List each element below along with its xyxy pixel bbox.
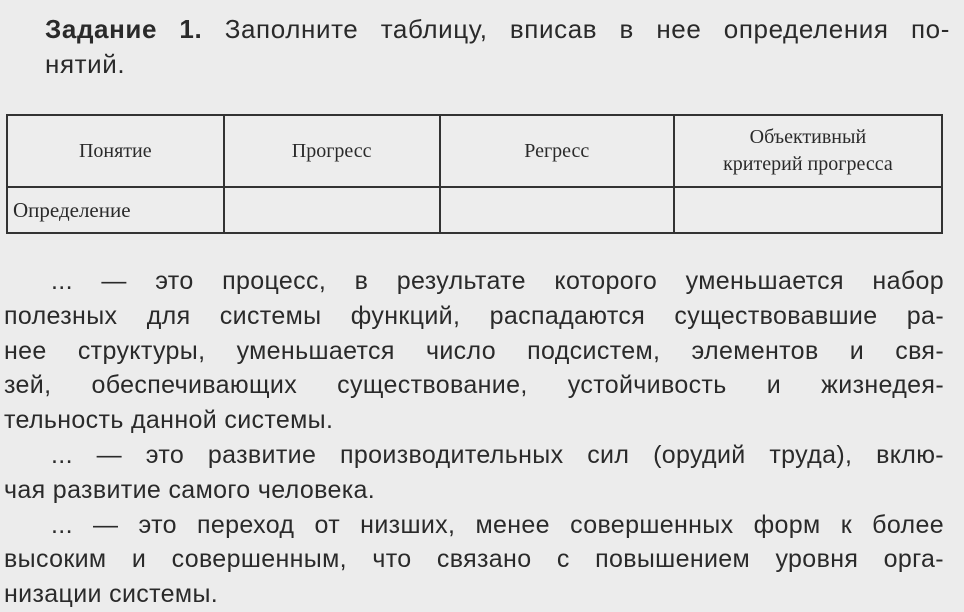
paragraph-line: тельность данной системы. bbox=[4, 406, 334, 435]
header-regress: Регресс bbox=[440, 115, 674, 187]
header-criterion-line-1: Объективный bbox=[749, 126, 867, 148]
task-label: Задание 1. bbox=[45, 14, 203, 44]
paragraph-social-progress bbox=[4, 438, 944, 508]
task-line-1 bbox=[45, 12, 950, 47]
row-label-definition: Определение bbox=[7, 187, 224, 233]
header-criterion-line-2: критерий прогресса bbox=[723, 153, 893, 175]
definitions-text bbox=[4, 264, 944, 612]
paragraph-line: ... — это переход от низших, менее совершенных форм к более bbox=[51, 510, 944, 539]
table-header-row bbox=[7, 115, 942, 187]
table-row bbox=[7, 187, 942, 233]
task-heading bbox=[45, 12, 950, 82]
header-concept: Понятие bbox=[7, 115, 224, 187]
paragraph-line: нее структуры, уменьшается число подсистем, элементов и свя- bbox=[4, 336, 944, 365]
paragraph-line: высоким и совершенным, что связано с повышением уровня орга- bbox=[4, 545, 944, 574]
header-progress: Прогресс bbox=[224, 115, 440, 187]
paragraph-regress bbox=[4, 264, 944, 438]
cell-progress-definition bbox=[224, 187, 440, 233]
cell-regress-definition bbox=[440, 187, 674, 233]
header-objective-criterion bbox=[674, 115, 942, 187]
paragraph-line: ... — это процесс, в результате которого уменьшается набор bbox=[51, 267, 944, 295]
paragraph-line: чая развитие самого человека. bbox=[4, 475, 376, 504]
concepts-table bbox=[6, 114, 943, 234]
task-line-2: нятий. bbox=[45, 49, 126, 79]
task-instruction: Заполните таблицу, вписав в нее определения по- bbox=[224, 14, 950, 44]
paragraph-progress bbox=[4, 508, 944, 612]
cell-criterion-definition bbox=[674, 187, 942, 233]
paragraph-line: ... — это развитие производительных сил (орудий труда), вклю- bbox=[51, 440, 944, 469]
paragraph-line: низации системы. bbox=[4, 580, 219, 609]
paragraph-line: зей, обеспечивающих существование, устойчивость и жизнедея- bbox=[4, 371, 944, 400]
paragraph-line: полезных для системы функций, распадаются существовавшие ра- bbox=[4, 301, 944, 330]
